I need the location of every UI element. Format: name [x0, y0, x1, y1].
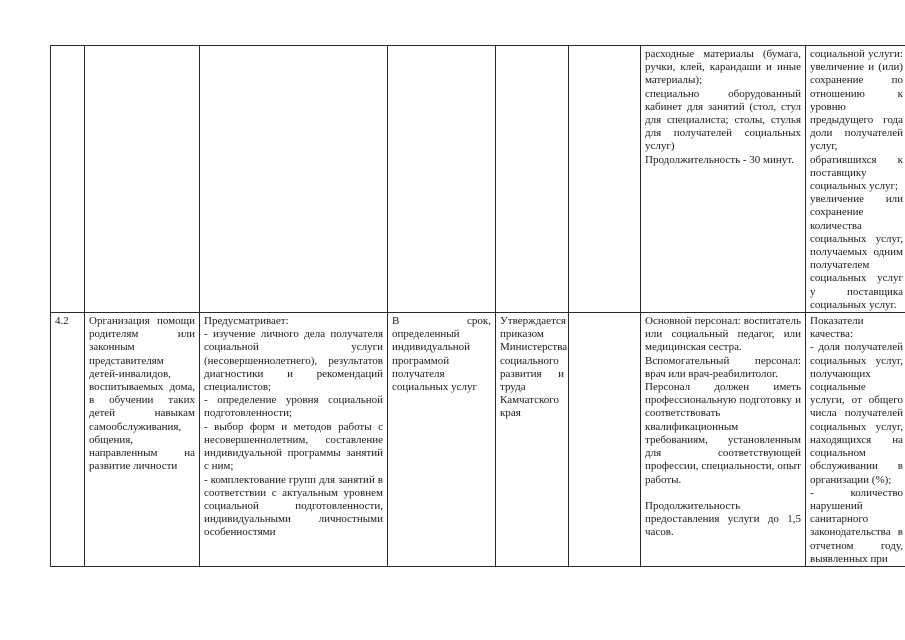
- description-paragraph: Предусматривает:: [204, 315, 289, 328]
- conditions-paragraph: Вспомогательный персонал: врач или врач-реабилитолог.: [645, 354, 801, 380]
- cell-service-name: Организация помощи родителям или законным представителям детей-инвалидов, воспитываемых дома, в обучении таких детей навыкам самообслуживания, общения, направленным на развитие личности: [85, 313, 200, 567]
- paragraph-gap: [645, 487, 801, 500]
- table-row-continued: [51, 46, 905, 313]
- cell-tariff: Утверждается приказом Министерства социального развития и труда Камчатского края: [496, 313, 569, 567]
- conditions-paragraph: специально оборудованный кабинет для занятий (стол, стул для специалиста; столы, стулья для получателей социальных услуг): [645, 87, 801, 153]
- description-paragraph: - изучение личного дела получателя социальной услуги (несовершеннолетнего), результатов диагностики и рекомендаций специалистов;: [204, 328, 383, 394]
- quality-paragraph: - количество нарушений санитарного законодательства в отчетном году, выявленных при: [810, 486, 903, 565]
- conditions-paragraph: расходные материалы (бумага, ручки, клей, карандаши и иные материалы);: [645, 48, 801, 87]
- cell-description: [200, 313, 388, 567]
- conditions-paragraph: Персонал должен иметь профессиональную подготовку и соответствовать квалификационным требованиям, установленным для соответствующей профессии, специальности, опыт работы.: [645, 381, 801, 486]
- cell-number: 4.2: [51, 313, 85, 567]
- quality-paragraph: - доля получателей социальных услуг, получающих социальные услуги, от общего числа получателей социальных услуг, находящихся на социальном обслуживании в организации (%);: [810, 341, 903, 486]
- services-table: [50, 45, 905, 567]
- cell-tariff: [496, 46, 569, 313]
- cell-conditions: [641, 313, 806, 567]
- cell-service-name: [85, 46, 200, 313]
- quality-paragraph: увеличение или сохранение количества социальных услуг, получаемых одним получателем социальных услуг у поставщика социальных услуг.: [810, 193, 903, 311]
- cell-number: [51, 46, 85, 313]
- cell-extra: [569, 46, 641, 313]
- table-row-4-2: [51, 313, 905, 567]
- cell-quality: [806, 313, 905, 567]
- quality-paragraph: Показатели качества:: [810, 315, 864, 341]
- cell-extra: [569, 313, 641, 567]
- cell-deadline: В срок, определенный индивидуальной программой получателя социальных услуг: [388, 313, 496, 567]
- conditions-paragraph: Продолжительность предоставления услуги до 1,5 часов.: [645, 499, 801, 539]
- quality-paragraph: социальной услуги: увеличение и (или) сохранение по отношению к уровню предыдущего года доли получателей услуг, обратившихся к поставщику социальных услуг;: [810, 48, 903, 193]
- cell-conditions: [641, 46, 806, 313]
- description-paragraph: - выбор форм и методов работы с несовершеннолетним, составление индивидуальной программы занятий с ним;: [204, 420, 383, 473]
- conditions-paragraph: Основной персонал: воспитатель или социальный педагог, или медицинская сестра.: [645, 315, 801, 354]
- conditions-paragraph: Продолжительность - 30 минут.: [645, 153, 794, 166]
- cell-deadline: [388, 46, 496, 313]
- description-paragraph: - определение уровня социальной подготовленности;: [204, 394, 383, 420]
- cell-quality: [806, 46, 905, 313]
- description-paragraph: - комплектование групп для занятий в соответствии с актуальным уровнем социальной подготовленности, индивидуальными личностными особенностями: [204, 473, 383, 539]
- cell-description: [200, 46, 388, 313]
